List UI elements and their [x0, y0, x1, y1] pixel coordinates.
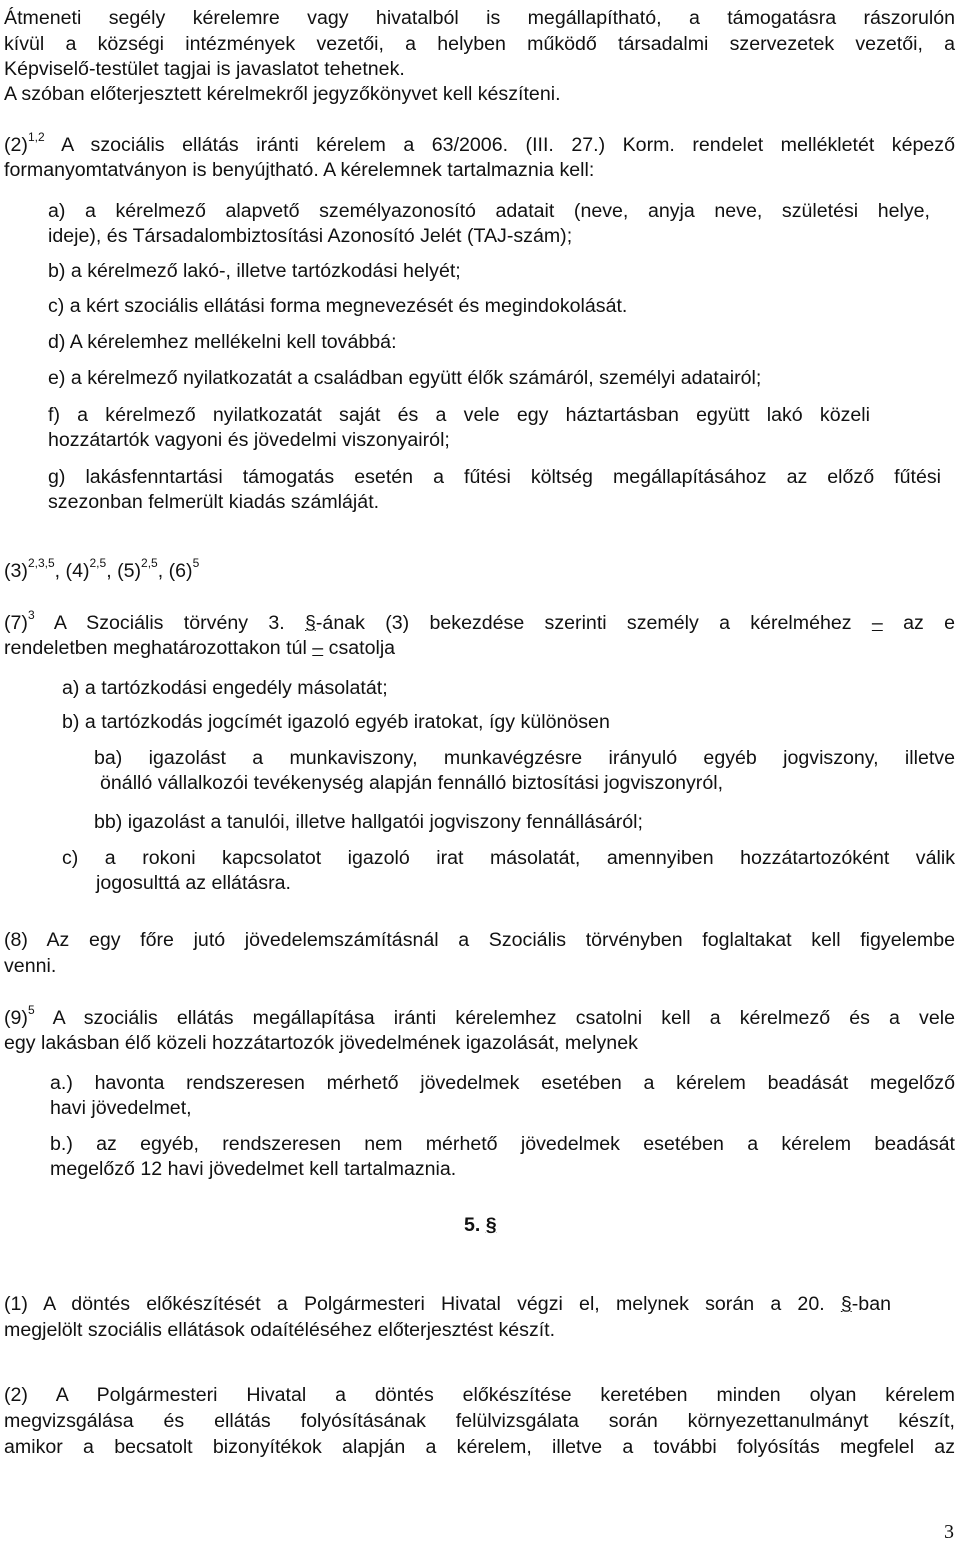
- footnote-ref: 2,3,5: [27, 556, 55, 571]
- list-item-g-line-2: szezonban felmerült kiadás számláját.: [48, 491, 380, 513]
- list-item-g-line-1: g) lakásfenntartási támogatás esetén a fűtési költség megállapításához az előző fűtési: [48, 466, 941, 488]
- footnote-ref: 2,5: [141, 556, 158, 571]
- paragraph-text: A Szociális törvény 3.: [53, 612, 285, 634]
- list-item-9a-line-2: havi jövedelmet,: [50, 1097, 192, 1119]
- paragraph-text: csatolja: [328, 637, 396, 659]
- section-number: 5.: [464, 1214, 481, 1236]
- dash: –: [871, 612, 883, 634]
- list-item-b: b) a kérelmező lakó-, illetve tartózkodási helyét;: [48, 260, 461, 282]
- paragraph-9-line-2: egy lakásban élő közeli hozzátartozók jövedelmének igazolását, melynek: [4, 1032, 638, 1054]
- section-5-para-1-line-1: [4, 1292, 891, 1316]
- text-line: Átmeneti segély kérelemre vagy hivatalból is megállapítható, a támogatásra rászorulón: [4, 7, 955, 29]
- text-line: formanyomtatványon is benyújtható. A kérelemnek tartalmaznia kell:: [4, 159, 595, 181]
- paragraph-number: , (6): [157, 560, 193, 582]
- footnote-ref: 3: [27, 608, 35, 623]
- paragraph-8-line-1: (8) Az egy főre jutó jövedelemszámításnál a Szociális törvényben foglaltakat kell figyelembe: [4, 929, 955, 951]
- list-item-d: d) A kérelemhez mellékelni kell továbbá:: [48, 331, 397, 353]
- section-5-para-1-line-2: megjelölt szociális ellátások odaítéléséhez előterjesztést készít.: [4, 1319, 556, 1341]
- footnote-ref: 5: [27, 1003, 35, 1018]
- paragraph-number: , (4): [54, 560, 90, 582]
- section-sign: §: [305, 612, 316, 634]
- paragraph-text: az e: [903, 612, 955, 634]
- paragraph-refs-3-6: [4, 556, 200, 583]
- paragraph-text: -ának (3) bekezdése szerinti személy a kérelméhez: [315, 612, 852, 634]
- list-item-f-line-1: f) a kérelmező nyilatkozatát saját és a vele egy háztartásban együtt lakó közeli: [48, 404, 870, 426]
- paragraph-text: (1) A döntés előkészítését a Polgármesteri Hivatal végzi el, melynek során a 20.: [4, 1293, 825, 1315]
- list-item-bb: bb) igazolást a tanulói, illetve hallgatói jogviszony fennállásáról;: [94, 811, 643, 833]
- paragraph-text: A szociális ellátás megállapítása iránti kérelemhez csatolni kell a kérelmező és a vele: [52, 1007, 955, 1029]
- section-5-para-2-line-1: (2) A Polgármesteri Hivatal a döntés előkészítése keretében minden olyan kérelem: [4, 1384, 955, 1406]
- text-line: A szóban előterjesztett kérelmekről jegyzőkönyvet kell készíteni.: [4, 83, 561, 105]
- paragraph-9-line-1: [4, 1003, 955, 1030]
- list-item-7a: a) a tartózkodási engedély másolatát;: [62, 677, 388, 699]
- list-item-e: e) a kérelmező nyilatkozatát a családban együtt élők számáról, személyi adatairól;: [48, 367, 762, 389]
- paragraph-number: (3): [4, 560, 28, 582]
- footnote-ref: 2,5: [89, 556, 107, 571]
- paragraph-number: (7): [4, 612, 28, 634]
- paragraph-number: (2): [4, 134, 28, 156]
- list-item-9b-line-1: b.) az egyéb, rendszeresen nem mérhető jövedelmek esetében a kérelem beadását: [50, 1133, 955, 1155]
- list-item-7c-line-2: jogosulttá az ellátásra.: [96, 872, 291, 894]
- paragraph-7-line-2: [4, 636, 395, 660]
- paragraph-2-line-1: [4, 130, 955, 157]
- section-heading: [464, 1213, 497, 1237]
- paragraph-number: (9): [4, 1007, 28, 1029]
- paragraph-text: -ban: [851, 1293, 891, 1315]
- list-item-7b: b) a tartózkodás jogcímét igazoló egyéb iratokat, így különösen: [62, 711, 610, 733]
- section-5-para-2-line-2: megvizsgálása és ellátás folyósításának felülvizsgálata során környezettanulmányt készít,: [4, 1410, 955, 1432]
- section-sign: §: [840, 1293, 852, 1315]
- page-number: 3: [944, 1521, 954, 1543]
- paragraph-7-line-1: [4, 608, 955, 635]
- list-item-ba-line-2: önálló vállalkozói tevékenység alapján fennálló biztosítási jogviszonyról,: [100, 772, 724, 794]
- footnote-ref: 1,2: [27, 130, 45, 145]
- dash: –: [312, 637, 324, 659]
- list-item-ba-line-1: ba) igazolást a munkaviszony, munkavégzésre irányuló egyéb jogviszony, illetve: [94, 747, 955, 769]
- paragraph-text: rendeletben meghatározottakon túl: [4, 637, 307, 659]
- text-line: Képviselő-testület tagjai is javaslatot tehetnek.: [4, 58, 405, 80]
- section-sign: §: [485, 1214, 497, 1236]
- paragraph-8-line-2: venni.: [4, 955, 57, 977]
- list-item-a-line-1: a) a kérelmező alapvető személyazonosító adatait (neve, anyja neve, születési helye,: [48, 200, 930, 222]
- footnote-ref: 5: [192, 556, 200, 571]
- list-item-9b-line-2: megelőző 12 havi jövedelmet kell tartalmaznia.: [50, 1158, 457, 1180]
- list-item-f-line-2: hozzátartók vagyoni és jövedelmi viszonyairól;: [48, 429, 450, 451]
- list-item-7c-line-1: c) a rokoni kapcsolatot igazoló irat másolatát, amennyiben hozzátartozóként válik: [62, 847, 955, 869]
- list-item-c: c) a kért szociális ellátási forma megnevezését és megindokolását.: [48, 295, 628, 317]
- list-item-9a-line-1: a.) havonta rendszeresen mérhető jövedelmek esetében a kérelem beadását megelőző: [50, 1072, 955, 1094]
- paragraph-number: , (5): [106, 560, 142, 582]
- text-line: kívül a községi intézmények vezetői, a helyben működő társadalmi szervezetek vezetői, a: [4, 33, 955, 55]
- paragraph-text: A szociális ellátás iránti kérelem a 63/2006. (III. 27.) Korm. rendelet mellékletét képező: [61, 134, 955, 156]
- list-item-a-line-2: ideje), és Társadalombiztosítási Azonosító Jelét (TAJ-szám);: [48, 225, 573, 247]
- section-5-para-2-line-3: amikor a becsatolt bizonyítékok alapján a kérelem, illetve a további folyósítás megfelel az: [4, 1436, 955, 1458]
